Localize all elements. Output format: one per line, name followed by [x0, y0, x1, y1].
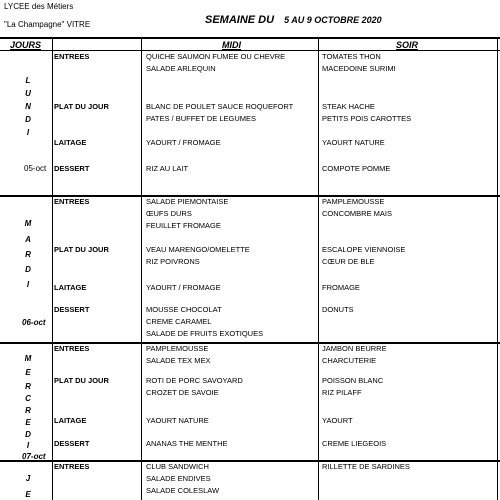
soir-item: CONCOMBRE MAIS	[322, 209, 393, 218]
school-name: LYCEE des Métiers	[4, 2, 74, 11]
meal-category: ENTREES	[54, 344, 90, 353]
soir-item: JAMBON BEURRE	[322, 344, 387, 353]
midi-item: QUICHE SAUMON FUMEE OU CHEVRE	[146, 52, 286, 61]
day-name-letter: L	[25, 76, 31, 85]
day-name-letter: R	[25, 382, 31, 391]
meal-category: DESSERT	[54, 164, 90, 173]
midi-item: SALADE ARLEQUIN	[146, 64, 216, 73]
day-name-letter: D	[25, 430, 31, 439]
midi-item: SALADE TEX MEX	[146, 356, 211, 365]
meal-category: ENTREES	[54, 462, 90, 471]
midi-item: PAMPLEMOUSSE	[146, 344, 209, 353]
soir-item: MACEDOINE SURIMI	[322, 64, 396, 73]
day-name-letter: R	[25, 406, 31, 415]
midi-item: MOUSSE CHOCOLAT	[146, 305, 222, 314]
soir-item: CŒUR DE BLE	[322, 257, 375, 266]
midi-item: VEAU MARENGO/OMELETTE	[146, 245, 250, 254]
day-name-letter: D	[25, 115, 31, 124]
midi-item: YAOURT / FROMAGE	[146, 138, 221, 147]
midi-item: FEUILLET FROMAGE	[146, 221, 221, 230]
meal-category: ENTREES	[54, 197, 90, 206]
midi-item: YAOURT / FROMAGE	[146, 283, 221, 292]
midi-item: CREME CARAMEL	[146, 317, 212, 326]
soir-item: COMPOTE POMME	[322, 164, 391, 173]
soir-item: FROMAGE	[322, 283, 360, 292]
soir-item: DONUTS	[322, 305, 354, 314]
midi-item: ŒUFS DURS	[146, 209, 192, 218]
midi-item: RIZ AU LAIT	[146, 164, 189, 173]
meal-category: DESSERT	[54, 305, 90, 314]
meal-category: DESSERT	[54, 439, 90, 448]
day-date: 05-oct	[24, 164, 47, 173]
menu-title	[205, 14, 382, 26]
soir-item: YAOURT NATURE	[322, 138, 385, 147]
midi-item: SALADE PIEMONTAISE	[146, 197, 229, 206]
day-name-letter: D	[25, 265, 31, 274]
midi-item: CROZET DE SAVOIE	[146, 388, 219, 397]
column-border-jours	[52, 37, 53, 500]
day-name-letter: C	[25, 394, 31, 403]
day-name-letter: E	[25, 490, 31, 499]
midi-item: SALADE DE FRUITS EXOTIQUES	[146, 329, 264, 338]
column-border-midi	[318, 37, 319, 500]
meal-category: ENTREES	[54, 52, 90, 61]
meal-category: PLAT DU JOUR	[54, 102, 109, 111]
day-name-letter: M	[24, 354, 32, 363]
table-top-border	[0, 37, 500, 39]
soir-item: POISSON BLANC	[322, 376, 384, 385]
midi-item: ROTI DE PORC SAVOYARD	[146, 376, 243, 385]
midi-item: ANANAS THE MENTHE	[146, 439, 228, 448]
soir-item: CHARCUTERIE	[322, 356, 377, 365]
midi-item: CLUB SANDWICH	[146, 462, 209, 471]
school-location: "La Champagne" VITRE	[4, 20, 91, 29]
midi-item: BLANC DE POULET SAUCE ROQUEFORT	[146, 102, 294, 111]
day-name-letter: I	[26, 441, 30, 450]
title-label: SEMAINE DU	[205, 14, 275, 26]
meal-category: LAITAGE	[54, 416, 87, 425]
soir-item: PETITS POIS CAROTTES	[322, 114, 412, 123]
day-name-letter: U	[25, 89, 31, 98]
soir-item: PAMPLEMOUSSE	[322, 197, 385, 206]
meal-category: PLAT DU JOUR	[54, 376, 109, 385]
day-name-letter: J	[25, 474, 31, 483]
column-header-jours: JOURS	[10, 40, 42, 50]
meal-category: LAITAGE	[54, 283, 87, 292]
header-bottom-border	[0, 50, 500, 51]
midi-item: SALADE COLESLAW	[146, 486, 220, 495]
midi-item: YAOURT NATURE	[146, 416, 209, 425]
day-date: 07-oct	[22, 452, 46, 461]
midi-item: PATES / BUFFET DE LEGUMES	[146, 114, 257, 123]
day-name-letter: I	[26, 128, 30, 137]
day-date: 06-oct	[22, 318, 46, 327]
day-name-letter: E	[25, 368, 31, 377]
day-name-letter: I	[26, 280, 30, 289]
column-border-right	[497, 37, 498, 500]
soir-item: RIZ PILAFF	[322, 388, 362, 397]
midi-item: SALADE ENDIVES	[146, 474, 211, 483]
column-border-category	[141, 37, 142, 500]
soir-item: ESCALOPE VIENNOISE	[322, 245, 406, 254]
soir-item: CREME LIEGEOIS	[322, 439, 387, 448]
day-name-letter: E	[25, 418, 31, 427]
day-name-letter: A	[25, 235, 31, 244]
soir-item: STEAK HACHE	[322, 102, 375, 111]
midi-item: RIZ POIVRONS	[146, 257, 200, 266]
meal-category: LAITAGE	[54, 138, 87, 147]
day-name-letter: M	[24, 219, 32, 228]
title-dates: 5 AU 9 OCTOBRE 2020	[284, 15, 382, 25]
column-header-soir: SOIR	[396, 40, 419, 50]
column-header-midi: MIDI	[222, 40, 241, 50]
meal-category: PLAT DU JOUR	[54, 245, 109, 254]
day-name-letter: N	[25, 102, 31, 111]
soir-item: RILLETTE DE SARDINES	[322, 462, 410, 471]
soir-item: YAOURT	[322, 416, 353, 425]
day-name-letter: R	[25, 250, 31, 259]
soir-item: TOMATES THON	[322, 52, 381, 61]
